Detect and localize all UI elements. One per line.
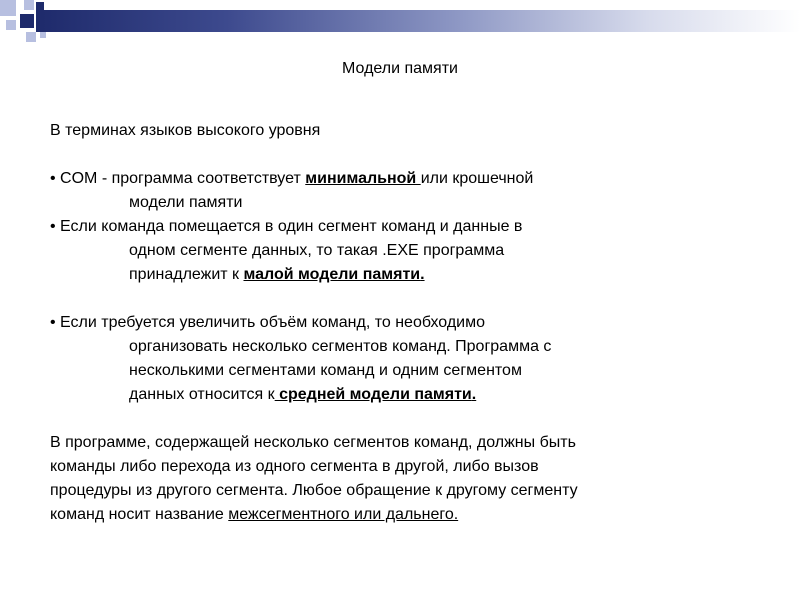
bullet-com-line1 bbox=[50, 167, 750, 191]
content-heading: В терминах языков высокого уровня bbox=[50, 122, 321, 139]
spacer bbox=[50, 287, 750, 311]
decor-square bbox=[6, 20, 16, 30]
emphasis-far: межсегментного или дальнего. bbox=[228, 506, 459, 523]
slide-title: Модели памяти bbox=[342, 60, 458, 77]
emphasis-medium-period: . bbox=[471, 386, 477, 403]
bullet-medium-line1: • Если требуется увеличить объём команд, то необходимо bbox=[50, 314, 486, 331]
bullet-small-line2: одном сегменте данных, то такая .EXE программа bbox=[129, 242, 505, 259]
decor-square bbox=[36, 2, 44, 10]
bullet-small-text: принадлежит к bbox=[129, 266, 244, 283]
spacer bbox=[50, 143, 750, 167]
bullet-medium-text: данных относится к bbox=[129, 386, 275, 403]
emphasis-minimal: минимальной bbox=[305, 170, 421, 187]
spacer bbox=[50, 407, 750, 431]
bullet-com-text: • COM - программа соответствует bbox=[50, 170, 306, 187]
bullet-medium-line2: организовать несколько сегментов команд. Программа с bbox=[129, 338, 552, 355]
paragraph-text: команд носит название bbox=[50, 506, 229, 523]
bullet-medium-line4 bbox=[50, 383, 750, 407]
bullet-small-line1: • Если команда помещается в один сегмент команд и данные в bbox=[50, 218, 523, 235]
bullet-com-text-after: или крошечной bbox=[420, 170, 534, 187]
paragraph-line2: команды либо перехода из одного сегмента в другой, либо вызов bbox=[50, 458, 539, 475]
decor-square bbox=[24, 0, 34, 10]
header-gradient-band bbox=[36, 10, 800, 32]
paragraph-line3: процедуры из другого сегмента. Любое обращение к другому сегменту bbox=[50, 482, 578, 499]
decor-square bbox=[20, 14, 34, 28]
decor-square bbox=[26, 32, 36, 42]
paragraph-line4 bbox=[50, 503, 750, 527]
paragraph-line1: В программе, содержащей несколько сегментов команд, должны быть bbox=[50, 434, 576, 451]
emphasis-small-model: малой модели памяти bbox=[243, 266, 421, 283]
emphasis-medium-model: средней модели памяти bbox=[274, 386, 472, 403]
decor-square bbox=[0, 0, 16, 16]
bullet-small-line3 bbox=[50, 263, 750, 287]
slide-content bbox=[50, 119, 750, 527]
bullet-medium-line3: несколькими сегментами команд и одним сегментом bbox=[129, 362, 522, 379]
decor-square bbox=[40, 32, 46, 38]
emphasis-small-period: . bbox=[420, 266, 425, 283]
bullet-com-line2: модели памяти bbox=[129, 194, 243, 211]
